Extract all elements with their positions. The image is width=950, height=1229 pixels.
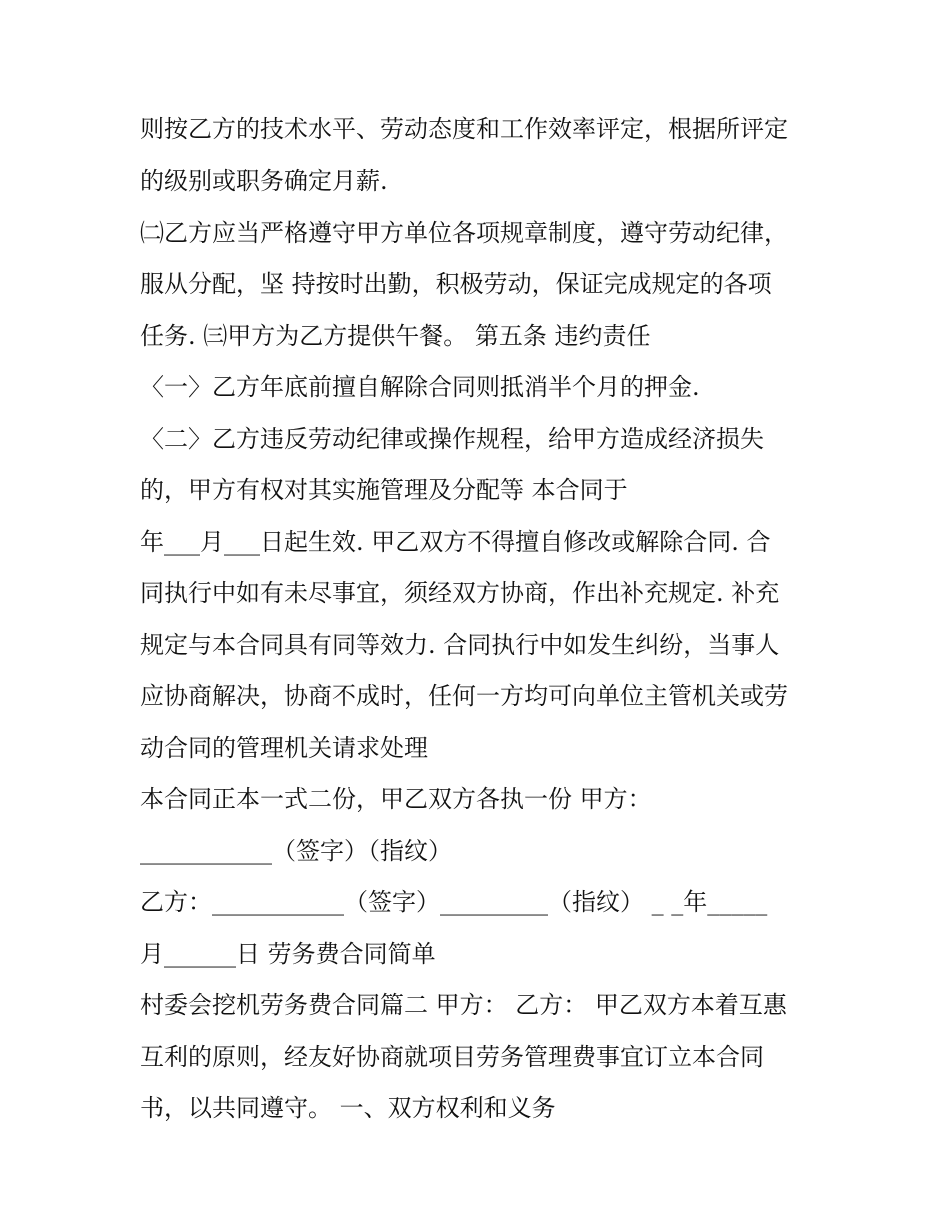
paragraph-line: 则按乙方的技术水平、劳动态度和工作效率评定，根据所评定 <box>140 115 788 143</box>
paragraph-line: 书，以共同遵守。 一、双方权利和义务 <box>140 1094 556 1122</box>
paragraph-line: 年___月___日起生效. 甲乙双方不得擅自修改或解除合同. 合 <box>140 528 771 556</box>
paragraph-line: 互利的原则，经友好协商就项目劳务管理费事宜订立本合同 <box>140 1043 764 1071</box>
paragraph-line: 同执行中如有未尽事宜，须经双方协商，作出补充规定. 补充 <box>140 579 780 607</box>
signature-line: 乙方：___________（签字）_________（指纹） _ _年_____ <box>140 888 768 916</box>
paragraph-line: 村委会挖机劳务费合同篇二 甲方： 乙方： 甲乙双方本着互惠 <box>140 991 787 1019</box>
paragraph-line: 的，甲方有权对其实施管理及分配等 本合同于 <box>140 476 628 504</box>
date-line: 月______日 劳务费合同简单 <box>140 940 436 968</box>
paragraph-line: 应协商解决，协商不成时，任何一方均可向单位主管机关或劳 <box>140 682 788 710</box>
signature-line: ___________（签字）（指纹） <box>140 837 452 865</box>
paragraph-line: 动合同的管理机关请求处理 <box>140 734 428 762</box>
paragraph-line: 的级别或职务确定月薪. <box>140 167 388 195</box>
paragraph-line: 〈一〉乙方年底前擅自解除合同则抵消半个月的押金. <box>140 373 700 401</box>
paragraph-line: 任务. ㈢甲方为乙方提供午餐。 第五条 违约责任 <box>140 322 651 350</box>
paragraph-line: 服从分配，坚 持按时出勤，积极劳动，保证完成规定的各项 <box>140 270 772 298</box>
paragraph-line: 规定与本合同具有同等效力. 合同执行中如发生纠纷，当事人 <box>140 631 780 659</box>
paragraph-line: ㈡乙方应当严格遵守甲方单位各项规章制度，遵守劳动纪律， <box>140 219 788 247</box>
paragraph-line: 〈二〉乙方违反劳动纪律或操作规程，给甲方造成经济损失 <box>140 425 764 453</box>
paragraph-line: 本合同正本一式二份，甲乙双方各执一份 甲方： <box>140 785 652 813</box>
